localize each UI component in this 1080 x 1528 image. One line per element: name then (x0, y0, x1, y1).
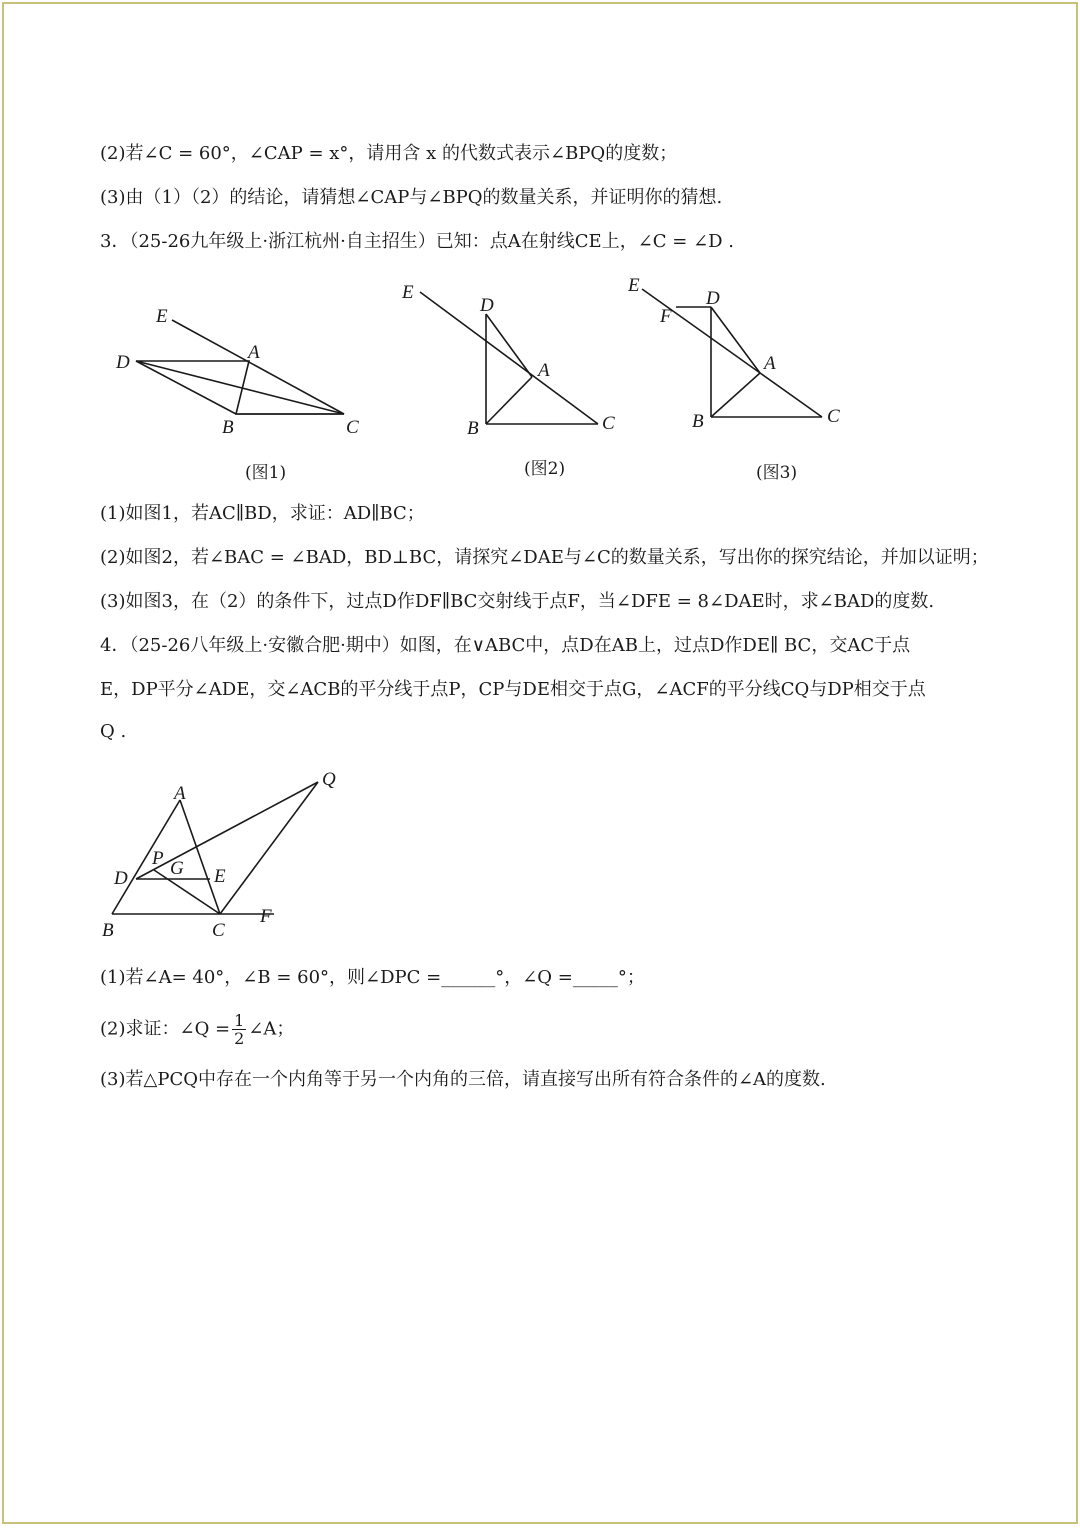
fig4-label-A: A (174, 783, 186, 804)
q3-stem: 3．（25-26九年级上·浙江杭州·自主招生）已知：点A在射线CE上，∠C = ∠D . (100, 231, 735, 252)
fig2-label-B: B (467, 418, 479, 439)
fig4-line-AC (180, 800, 220, 914)
fig4-label-G: G (170, 858, 184, 879)
q4-part2 (100, 1012, 294, 1047)
fig1-line-DB (136, 361, 236, 414)
fig2-caption: (图2) (524, 459, 566, 479)
fig2-line-BA (486, 377, 532, 424)
fig4-line-QC (220, 782, 318, 914)
fig1-caption: (图1) (245, 463, 287, 483)
fig3-label-E: E (628, 275, 640, 296)
q4-stem-line3: Q . (100, 721, 127, 742)
fig2-line-EC (420, 292, 598, 424)
q4-part2-suffix: ∠A； (248, 1018, 295, 1040)
fig2-label-D: D (480, 295, 494, 316)
worksheet-page (2, 2, 1078, 1524)
q4-part2-prefix: (2)求证：∠Q = (100, 1018, 231, 1040)
q2-part2: (2)若∠C = 60°，∠CAP = x°，请用含 x 的代数式表示∠BPQ的度数； (100, 143, 678, 164)
fig4-label-Q: Q (322, 769, 336, 790)
fig1-label-A: A (248, 342, 260, 363)
fig1-label-D: D (116, 352, 130, 373)
fig1-shape (136, 361, 344, 414)
fig4-label-F: F (260, 906, 272, 927)
fig4-label-B: B (102, 920, 114, 941)
fig4-label-C: C (212, 920, 225, 941)
fig3-label-F: F (660, 306, 672, 327)
fig4-label-D: D (114, 868, 128, 889)
fig3-line-BA (711, 373, 760, 417)
q2-part3: (3)由（1）（2）的结论，请猜想∠CAP与∠BPQ的数量关系，并证明你的猜想. (100, 187, 723, 208)
fig1-label-B: B (222, 417, 234, 438)
fig2-label-E: E (402, 282, 414, 303)
q4-stem-line1: 4．（25-26八年级上·安徽合肥·期中）如图，在∨ABC中，点D在AB上，过点D作DE∥ BC，交AC于点 (100, 635, 911, 656)
fig2-label-C: C (602, 413, 615, 434)
fig3-label-A: A (764, 353, 776, 374)
fig3-label-B: B (692, 411, 704, 432)
fig4-line-PC (154, 870, 220, 914)
fig2-label-A: A (538, 360, 550, 381)
fig4-label-P: P (152, 848, 164, 869)
fig3-label-D: D (706, 288, 720, 309)
q3-part3: (3)如图3，在（2）的条件下，过点D作DF∥BC交射线于点F，当∠DFE = 8∠DAE时，求∠BAD的度数. (100, 591, 935, 612)
fig1-label-E: E (156, 306, 168, 327)
q4-part3: (3)若△PCQ中存在一个内角等于另一个内角的三倍，请直接写出所有符合条件的∠A的度数. (100, 1069, 826, 1090)
fig3-label-C: C (827, 406, 840, 427)
fig4-label-E: E (214, 866, 226, 887)
fig3-line-DA (711, 307, 760, 373)
fig4-line-BA (112, 800, 180, 914)
q4-stem-line2: E，DP平分∠ADE，交∠ACB的平分线于点P，CP与DE相交于点G，∠ACF的平分线CQ与DP相交于点 (100, 679, 926, 700)
q4-part1: (1)若∠A= 40°，∠B = 60°，则∠DPC =______°，∠Q =_____°； (100, 967, 645, 988)
q3-part1: (1)如图1，若AC∥BD，求证：AD∥BC； (100, 503, 425, 524)
fraction-one-half (232, 1012, 246, 1047)
q3-part2: (2)如图2，若∠BAC = ∠BAD，BD⊥BC，请探究∠DAE与∠C的数量关系，写出你的探究结论，并加以证明； (100, 547, 989, 568)
fig3-caption: (图3) (756, 463, 798, 483)
fig1-line-EC (172, 320, 344, 414)
fraction-numerator: 1 (234, 1011, 245, 1030)
fraction-denominator: 2 (234, 1029, 245, 1048)
fig1-label-C: C (346, 417, 359, 438)
